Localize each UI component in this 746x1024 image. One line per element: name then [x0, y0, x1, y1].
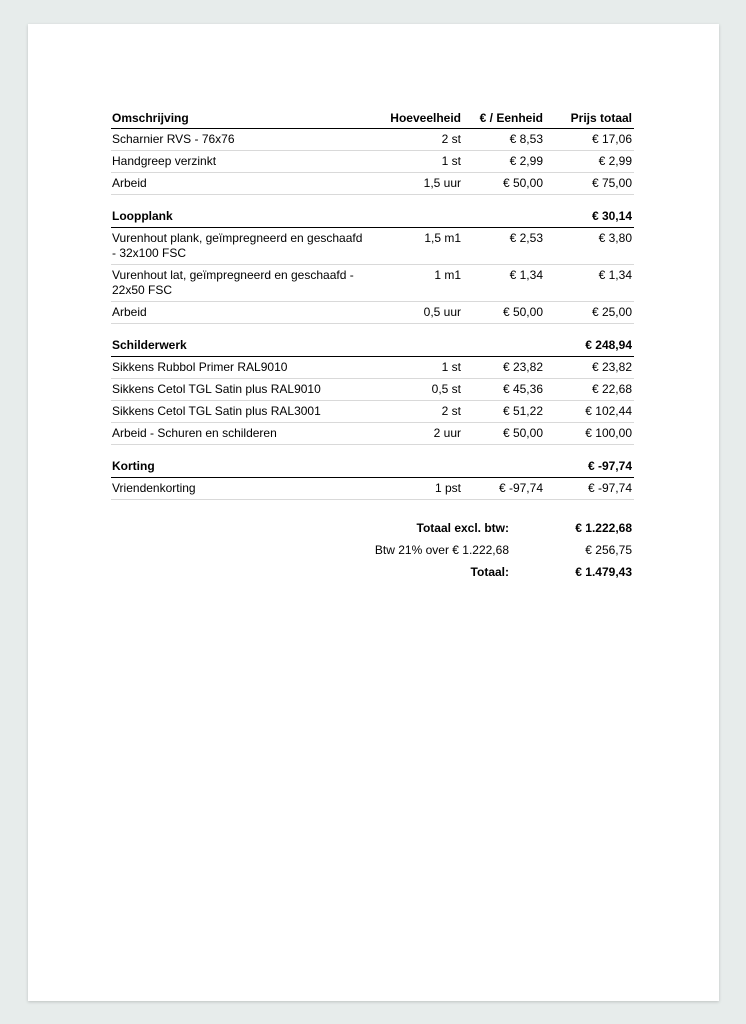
item-unit-price: € -97,74 [463, 478, 545, 500]
header-unit-price: € / Eenheid [463, 108, 545, 129]
table-row [111, 357, 634, 379]
group-header-row [111, 195, 634, 228]
item-description: Vurenhout plank, geïmpregneerd en geschaafd - 32x100 FSC [111, 228, 371, 265]
header-total-price: Prijs totaal [545, 108, 634, 129]
item-unit-price: € 50,00 [463, 173, 545, 195]
item-unit-price: € 1,34 [463, 265, 545, 302]
item-description: Arbeid - Schuren en schilderen [111, 423, 371, 445]
item-quantity: 1 st [371, 357, 463, 379]
item-description: Sikkens Rubbol Primer RAL9010 [111, 357, 371, 379]
table-row [111, 228, 634, 265]
item-total-price: € 1,34 [545, 265, 634, 302]
table-row [111, 151, 634, 173]
table-row [111, 173, 634, 195]
item-unit-price: € 51,22 [463, 401, 545, 423]
table-row [111, 129, 634, 151]
item-total-price: € 100,00 [545, 423, 634, 445]
item-unit-price: € 8,53 [463, 129, 545, 151]
item-quantity: 1 pst [371, 478, 463, 500]
item-unit-price: € 50,00 [463, 302, 545, 324]
item-description: Sikkens Cetol TGL Satin plus RAL9010 [111, 379, 371, 401]
line-items-table [111, 108, 634, 500]
table-row [111, 423, 634, 445]
item-description: Vriendenkorting [111, 478, 371, 500]
header-quantity: Hoeveelheid [371, 108, 463, 129]
totals-row [111, 539, 634, 561]
quote-content [111, 108, 634, 583]
item-description: Sikkens Cetol TGL Satin plus RAL3001 [111, 401, 371, 423]
group-header-row [111, 445, 634, 478]
item-total-price: € -97,74 [545, 478, 634, 500]
item-quantity: 1,5 uur [371, 173, 463, 195]
item-quantity: 0,5 st [371, 379, 463, 401]
item-description: Arbeid [111, 302, 371, 324]
item-total-price: € 17,06 [545, 129, 634, 151]
table-row [111, 379, 634, 401]
header-description: Omschrijving [111, 108, 371, 129]
group-total: € -97,74 [545, 445, 634, 478]
totals-row [111, 561, 634, 583]
group-title: Loopplank [111, 195, 545, 228]
item-unit-price: € 23,82 [463, 357, 545, 379]
totals-label: Totaal excl. btw: [416, 521, 509, 535]
item-total-price: € 25,00 [545, 302, 634, 324]
item-total-price: € 23,82 [545, 357, 634, 379]
item-description: Arbeid [111, 173, 371, 195]
item-quantity: 2 uur [371, 423, 463, 445]
item-total-price: € 102,44 [545, 401, 634, 423]
totals-value: € 256,75 [585, 543, 632, 557]
totals-value: € 1.222,68 [575, 521, 632, 535]
table-row [111, 302, 634, 324]
item-quantity: 2 st [371, 401, 463, 423]
item-unit-price: € 45,36 [463, 379, 545, 401]
group-header-row [111, 324, 634, 357]
totals-section [111, 517, 634, 583]
item-quantity: 1 st [371, 151, 463, 173]
totals-row [111, 517, 634, 539]
table-row [111, 265, 634, 302]
totals-label: Totaal: [470, 565, 509, 579]
item-unit-price: € 2,53 [463, 228, 545, 265]
group-title: Schilderwerk [111, 324, 545, 357]
table-header-row [111, 108, 634, 129]
item-quantity: 1,5 m1 [371, 228, 463, 265]
item-total-price: € 22,68 [545, 379, 634, 401]
item-quantity: 0,5 uur [371, 302, 463, 324]
table-row [111, 401, 634, 423]
group-title: Korting [111, 445, 545, 478]
document-page [28, 24, 719, 1001]
item-description: Scharnier RVS - 76x76 [111, 129, 371, 151]
item-quantity: 1 m1 [371, 265, 463, 302]
item-quantity: 2 st [371, 129, 463, 151]
item-description: Vurenhout lat, geïmpregneerd en geschaafd - 22x50 FSC [111, 265, 371, 302]
table-row [111, 478, 634, 500]
group-total: € 30,14 [545, 195, 634, 228]
item-unit-price: € 2,99 [463, 151, 545, 173]
item-unit-price: € 50,00 [463, 423, 545, 445]
item-total-price: € 3,80 [545, 228, 634, 265]
totals-value: € 1.479,43 [575, 565, 632, 579]
item-total-price: € 75,00 [545, 173, 634, 195]
item-description: Handgreep verzinkt [111, 151, 371, 173]
item-total-price: € 2,99 [545, 151, 634, 173]
totals-label: Btw 21% over € 1.222,68 [374, 543, 509, 557]
group-total: € 248,94 [545, 324, 634, 357]
